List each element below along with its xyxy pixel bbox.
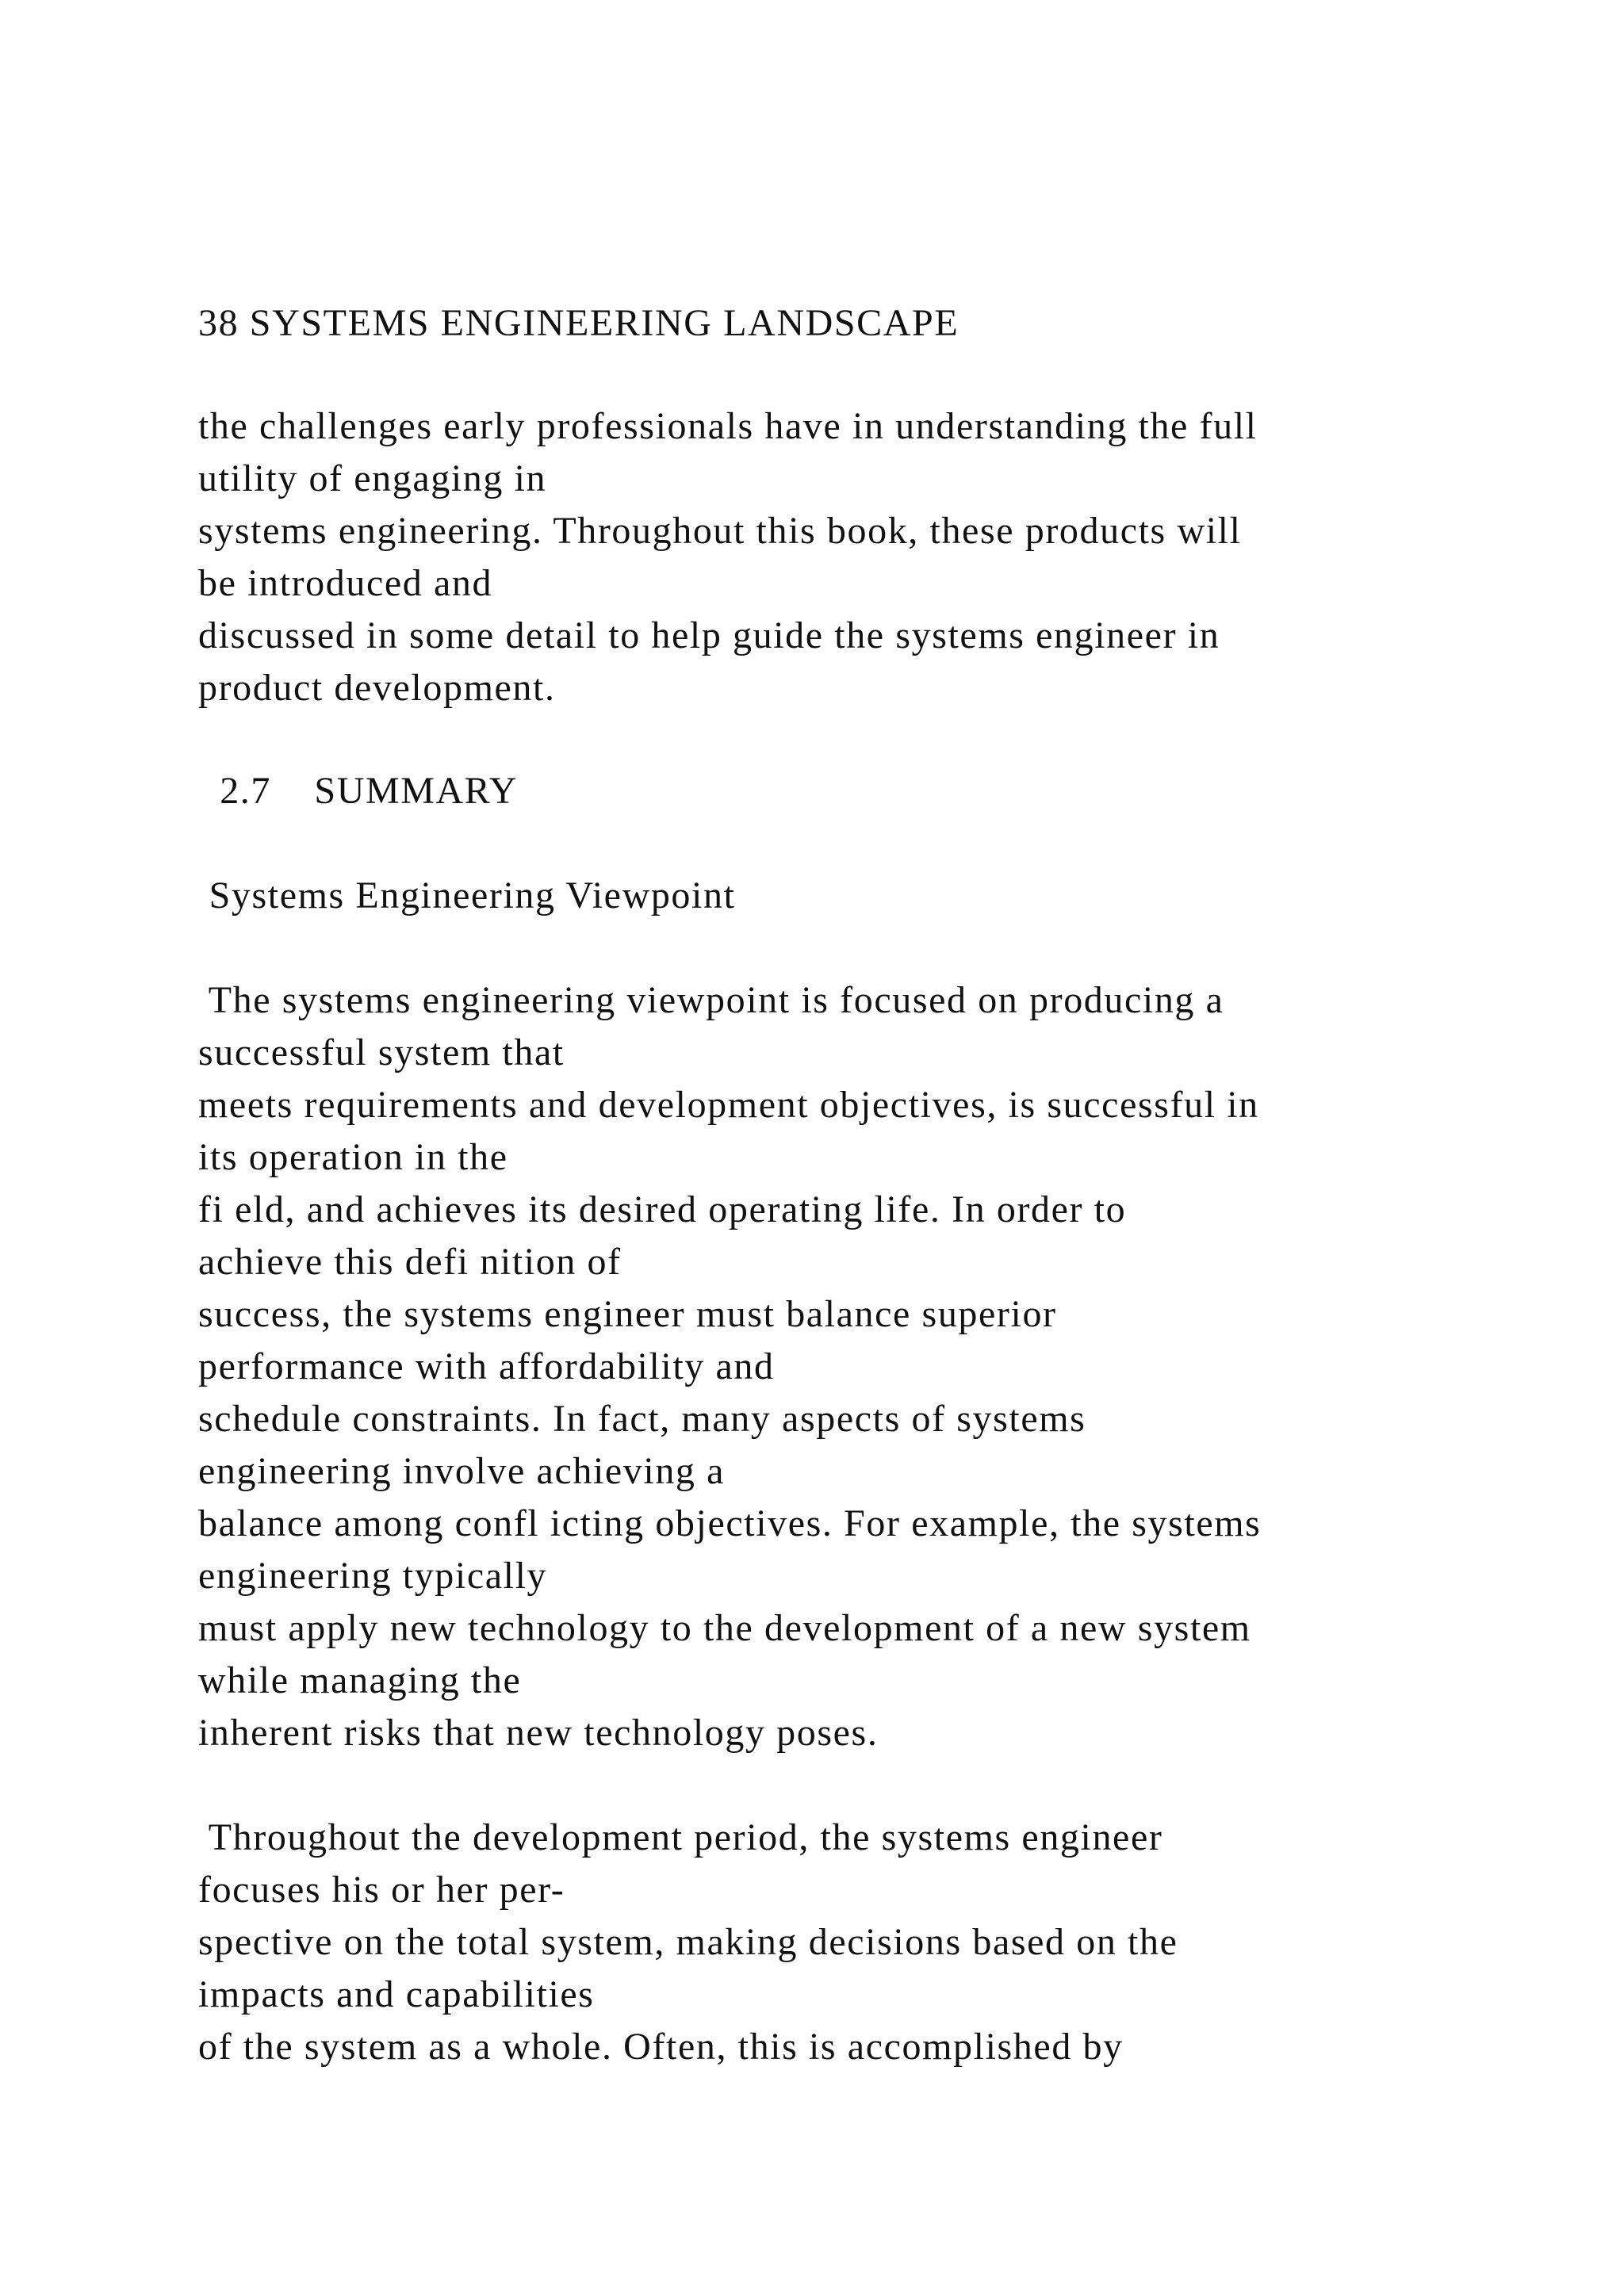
paragraph-line: success, the systems engineer must balance superior [198,1293,1057,1335]
paragraph-line: while managing the [198,1659,522,1701]
paragraph-line: product development. [198,667,556,709]
paragraph-line: inherent risks that new technology poses. [198,1712,879,1754]
paragraph-line: focuses his or her per- [198,1869,565,1911]
paragraph-line: spective on the total system, making decisions based on the [198,1921,1178,1963]
paragraph-line: systems engineering. Throughout this book, these products will [198,510,1242,552]
paragraph-line: of the system as a whole. Often, this is accomplished by [198,2026,1124,2068]
section-heading: 2.7 SUMMARY [198,770,519,812]
subsection-heading: Systems Engineering Viewpoint [198,874,736,916]
page-header: 38 SYSTEMS ENGINEERING LANDSCAPE [198,302,959,344]
paragraph-line: the challenges early professionals have in understanding the full [198,405,1258,447]
paragraph-line: impacts and capabilities [198,1973,595,2015]
paragraph-line: schedule constraints. In fact, many aspects of systems [198,1398,1086,1440]
paragraph-line: successful system that [198,1031,565,1073]
paragraph-line: The systems engineering viewpoint is focused on producing a [198,979,1224,1021]
paragraph-line: performance with affordability and [198,1345,775,1387]
paragraph-line: meets requirements and development objectives, is successful in [198,1084,1259,1126]
paragraph-line: balance among confl icting objectives. For example, the systems [198,1502,1262,1544]
paragraph-line: achieve this defi nition of [198,1241,622,1283]
paragraph-line: engineering involve achieving a [198,1450,726,1492]
paragraph-line: fi eld, and achieves its desired operating life. In order to [198,1188,1127,1230]
paragraph-line: discussed in some detail to help guide the systems engineer in [198,614,1220,656]
paragraph-line: engineering typically [198,1555,548,1597]
paragraph-line: Throughout the development period, the systems engineer [198,1816,1163,1858]
paragraph-line: be introduced and [198,562,493,604]
paragraph-line: must apply new technology to the development of a new system [198,1607,1251,1649]
paragraph-line: utility of engaging in [198,457,547,499]
paragraph-line: its operation in the [198,1136,508,1178]
